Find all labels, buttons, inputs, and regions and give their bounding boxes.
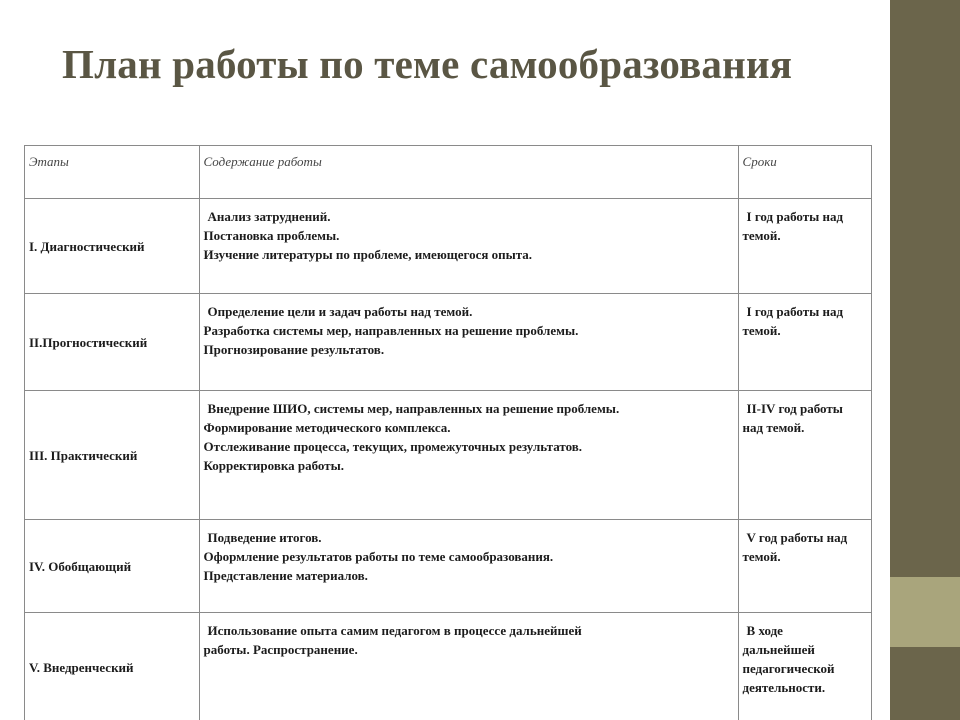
stage-cell: I. Диагностический (25, 199, 200, 294)
content-line: Постановка проблемы. (203, 228, 340, 243)
content-cell (199, 613, 738, 720)
header-terms: Сроки (738, 146, 871, 199)
content-cell (199, 520, 738, 613)
table-row (25, 613, 872, 720)
table-header-row (25, 146, 872, 199)
terms-line: I год работы над (746, 304, 844, 319)
content-line: Разработка системы мер, направленных на решение проблемы. (203, 323, 579, 338)
content-line: Подведение итогов. (207, 530, 322, 545)
terms-cell (738, 520, 871, 613)
terms-line: темой. (742, 228, 781, 243)
terms-cell (738, 391, 871, 520)
plan-table (24, 145, 872, 720)
table-row (25, 199, 872, 294)
terms-line: темой. (742, 323, 781, 338)
content-line: Анализ затруднений. (207, 209, 331, 224)
terms-cell (738, 294, 871, 391)
content-line: Внедрение ШИО, системы мер, направленных на решение проблемы. (207, 401, 620, 416)
stage-cell: II.Прогностический (25, 294, 200, 391)
content-line: работы. Распространение. (203, 642, 358, 657)
header-stages: Этапы (25, 146, 200, 199)
content-cell (199, 294, 738, 391)
content-line: Отслеживание процесса, текущих, промежуточных результатов. (203, 439, 583, 454)
header-content: Содержание работы (199, 146, 738, 199)
terms-cell (738, 199, 871, 294)
table-row (25, 391, 872, 520)
terms-line: темой. (742, 549, 781, 564)
terms-line: В ходе (746, 623, 783, 638)
table-row (25, 294, 872, 391)
side-decor-accent (890, 577, 960, 647)
terms-line: педагогической (742, 661, 835, 676)
terms-cell (738, 613, 871, 720)
terms-line: II-IV год работы (746, 401, 843, 416)
terms-line: деятельности. (742, 680, 826, 695)
table-row (25, 520, 872, 613)
content-line: Использование опыта самим педагогом в процессе дальнейшей (207, 623, 582, 638)
content-line: Прогнозирование результатов. (203, 342, 385, 357)
terms-line: дальнейшей (742, 642, 815, 657)
content-cell (199, 199, 738, 294)
content-line: Определение цели и задач работы над темой. (207, 304, 473, 319)
stage-cell: V. Внедренческий (25, 613, 200, 720)
content-line: Изучение литературы по проблеме, имеющегося опыта. (203, 247, 533, 262)
stage-cell: III. Практический (25, 391, 200, 520)
slide-title: План работы по теме самообразования (62, 41, 793, 87)
content-line: Представление материалов. (203, 568, 368, 583)
stage-cell: IV. Обобщающий (25, 520, 200, 613)
terms-line: I год работы над (746, 209, 844, 224)
terms-line: V год работы над (746, 530, 848, 545)
side-decor-bar (890, 0, 960, 720)
terms-line: над темой. (742, 420, 805, 435)
content-line: Корректировка работы. (203, 458, 345, 473)
content-line: Оформление результатов работы по теме самообразования. (203, 549, 554, 564)
content-line: Формирование методического комплекса. (203, 420, 451, 435)
content-cell (199, 391, 738, 520)
